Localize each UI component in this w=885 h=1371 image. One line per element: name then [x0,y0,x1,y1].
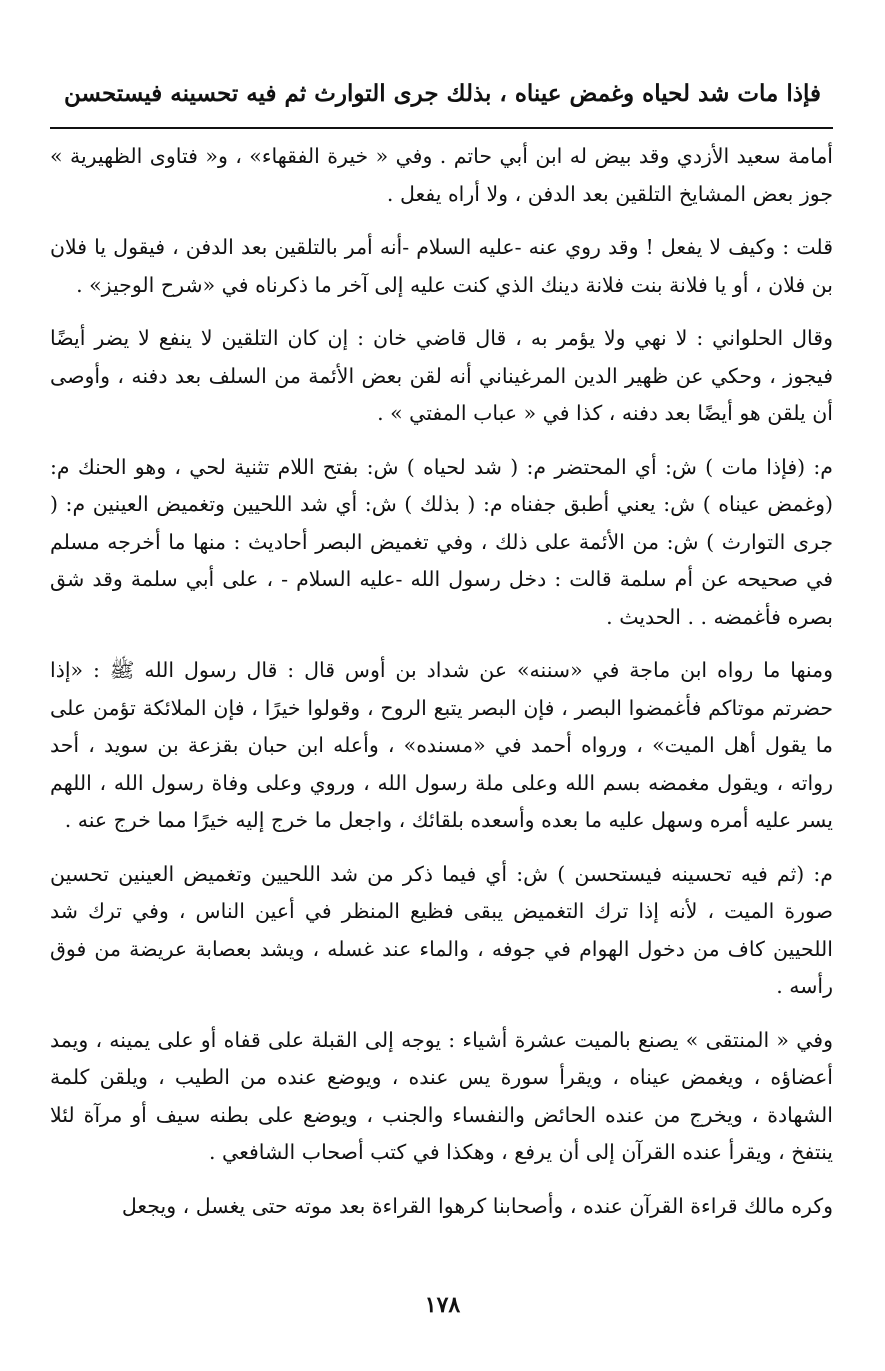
paragraph-7: وفي « المنتقى » يصنع بالميت عشرة أشياء : يوجه إلى القبلة على قفاه أو على يمينه ، ويمد أعضاؤه ، ويغمض عيناه ، ويقرأ سورة يس عنده ، ويوضع عنده من الطيب ، ويلقن كلمة الشهادة ، ويخرج من عنده الحائض والنفساء والجنب ، ويوضع على بطنه سيف أو مرآة لئلا ينتفخ ، ويقرأ عنده القرآن إلى أن يرفع ، وهكذا في كتب أصحاب الشافعي . [50,1027,833,1164]
header-rule [50,127,833,129]
paragraph-5: ومنها ما رواه ابن ماجة في «سننه» عن شداد بن أوس قال : قال رسول الله ﷺ : «إذا حضرتم موتاكم فأغمضوا البصر ، فإن البصر يتبع الروح ، وقولوا خيرًا ، فإن الملائكة تؤمن على ما يقول أهل الميت» ، ورواه أحمد في «مسنده» ، وأعله ابن حبان بقزعة بن سويد ، أحد رواته ، ويقول مغمضه بسم الله وعلى ملة رسول الله ، وروي وعلى وفاة رسول الله ، اللهم يسر عليه أمره وسهل عليه ما بعده وأسعده بلقائك ، واجعل ما خرج إليه خيرًا مما خرج عنه . [50,658,833,832]
page-number: ١٧٨ [424,1292,461,1318]
paragraph-3: وقال الحلواني : لا نهي ولا يؤمر به ، قال قاضي خان : إن كان التلقين لا ينفع لا يضر أيضًا فيجوز ، وحكي عن ظهير الدين المرغيناني أنه لقن بعض الأئمة من السلف بعد دفنه ، وأوصى أن يلقن هو أيضًا بعد دفنه ، كذا في « عباب المفتي » . [50,326,833,425]
paragraph-8: وكره مالك قراءة القرآن عنده ، وأصحابنا كرهوا القراءة بعد موته حتى يغسل ، ويجعل [121,1193,833,1218]
paragraph-4: م: (فإذا مات ) ش: أي المحتضر م: ( شد لحياه ) ش: بفتح اللام تثنية لحي ، وهو الحنك م: (وغمض عيناه ) ش: يعني أطبق جفناه م: ( بذلك ) ش: أي شد اللحيين وتغميض العينين م: ( جرى التوارث ) ش: من الأئمة على ذلك ، وفي تغميض البصر أحاديث : منها ما أخرجه مسلم في صحيحه عن أم سلمة قالت : دخل رسول الله -عليه السلام - ، على أبي سلمة وقد شق بصره فأغمضه . . الحديث . [50,454,833,629]
body-text [50,138,833,1268]
paragraph-6: م: (ثم فيه تحسينه فيستحسن ) ش: أي فيما ذكر من شد اللحيين وتغميض العينين تحسين صورة الميت ، لأنه إذا ترك التغميض يبقى فظيع المنظر في أعين الناس ، وفي ترك شد اللحيين كاف من دخول الهوام في جوفه ، والماء عند غسله ، ويشد بعصابة عريضة من فوق رأسه . [50,861,833,998]
paragraph-1: أمامة سعيد الأزدي وقد بيض له ابن أبي حاتم . وفي « خيرة الفقهاء» ، و« فتاوى الظهيرية » جوز بعض المشايخ التلقين بعد الدفن ، ولا أراه يفعل . [50,144,833,206]
paragraph-2: قلت : وكيف لا يفعل ! وقد روي عنه -عليه السلام -أنه أمر بالتلقين بعد الدفن ، فيقول يا فلان بن فلان ، أو يا فلانة بنت فلانة دينك الذي كنت عليه إلى آخر ما ذكرناه في «شرح الوجيز» . [50,235,833,297]
running-header: فإذا مات شد لحياه وغمض عيناه ، بذلك جرى التوارث ثم فيه تحسينه فيستحسن [64,80,821,107]
